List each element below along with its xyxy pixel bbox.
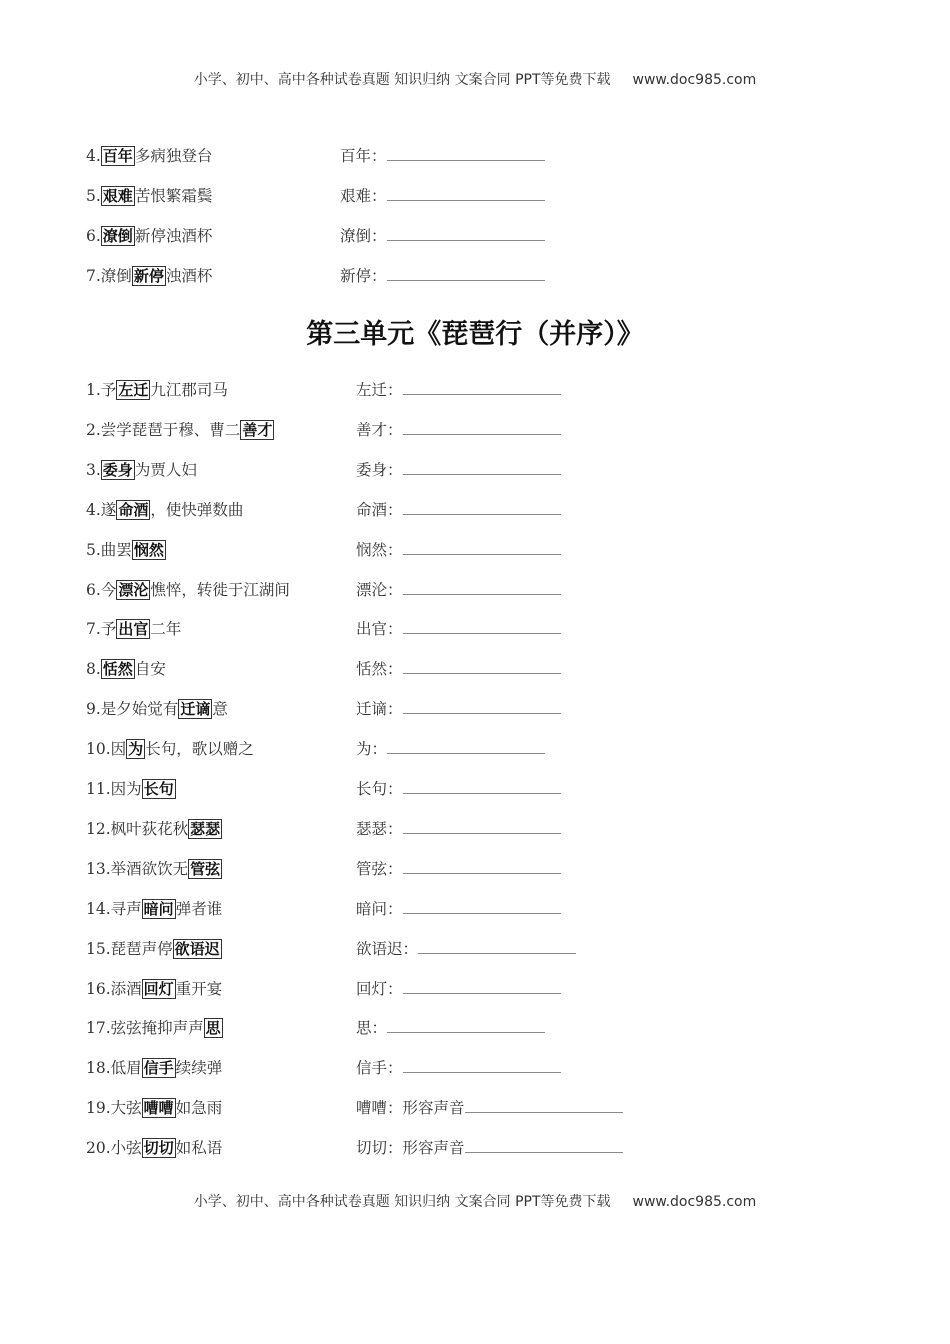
- exercise-item: [86, 578, 290, 602]
- answer-field: [356, 657, 561, 681]
- num: 12.: [86, 819, 111, 838]
- answer-field: [340, 264, 545, 288]
- answer-field: [356, 498, 561, 522]
- page-header: [0, 69, 950, 89]
- highlighted-word: 善才: [242, 420, 273, 439]
- sentence-before: 尝学琵琶于穆、曹二: [100, 420, 241, 439]
- num: 8.: [86, 660, 101, 679]
- sentence-after: 续续弹: [175, 1059, 223, 1078]
- num: 1.: [86, 381, 101, 399]
- answer-label: 左迁：: [356, 381, 403, 399]
- sentence-after: 多病独登台: [134, 147, 213, 165]
- answer-field: [356, 538, 561, 562]
- header-url[interactable]: www.doc985.com: [632, 72, 757, 88]
- exercise-item: [86, 144, 212, 168]
- answer-field: [356, 777, 561, 801]
- exercise-item: [86, 697, 228, 721]
- exercise-item: [86, 657, 166, 681]
- num: 6.: [86, 580, 101, 599]
- exercise-item: [86, 538, 166, 562]
- answer-blank[interactable]: [403, 819, 561, 834]
- answer-blank[interactable]: [403, 500, 561, 515]
- answer-field: [356, 1056, 561, 1080]
- sentence-before: 予: [100, 620, 117, 639]
- answer-field: [356, 897, 561, 921]
- footer-url[interactable]: www.doc985.com: [632, 1194, 757, 1210]
- exercise-item: [86, 498, 243, 522]
- num: 4.: [86, 147, 101, 165]
- exercise-item: [86, 817, 222, 841]
- num: 11.: [86, 780, 111, 798]
- sentence-after: 自安: [134, 660, 166, 679]
- answer-note: 形容声音: [402, 1139, 465, 1158]
- answer-field: [340, 224, 545, 248]
- sentence-before: 因为: [110, 780, 142, 798]
- highlighted-word: 悯然: [133, 540, 164, 559]
- num: 7.: [86, 267, 101, 285]
- section-title: 第三单元《琵琶行（并序）》: [306, 319, 644, 350]
- exercise-item: [86, 1056, 222, 1080]
- num: 14.: [86, 899, 111, 918]
- num: 13.: [86, 859, 111, 878]
- highlighted-word: 命酒: [118, 500, 149, 519]
- answer-field: [356, 1136, 623, 1160]
- answer-field: [356, 617, 561, 641]
- answer-label: 潦倒：: [340, 227, 387, 245]
- exercise-item: [86, 224, 212, 248]
- answer-blank[interactable]: [403, 380, 561, 395]
- answer-label: 切切：: [356, 1139, 403, 1158]
- sentence-before: 添酒: [110, 979, 142, 998]
- sentence-before: 遂: [100, 500, 117, 519]
- sentence-after: 如急雨: [175, 1099, 223, 1118]
- sentence-after: 新停浊酒杯: [134, 227, 213, 245]
- answer-field: [356, 378, 561, 402]
- num: 17.: [86, 1019, 111, 1038]
- highlighted-word: 欲语迟: [174, 939, 220, 958]
- exercise-item: [86, 737, 254, 761]
- answer-label: 瑟瑟：: [356, 819, 403, 838]
- num: 5.: [86, 187, 101, 205]
- sentence-after: 憔悴，转徙于江湖间: [150, 580, 290, 599]
- highlighted-word: 左迁: [118, 381, 149, 399]
- sentence-before: 予: [100, 381, 117, 399]
- highlighted-word: 瑟瑟: [190, 819, 221, 838]
- answer-blank[interactable]: [387, 739, 545, 754]
- answer-blank[interactable]: [465, 1098, 623, 1113]
- answer-field: [356, 1016, 545, 1040]
- exercise-item: [86, 264, 212, 288]
- answer-blank[interactable]: [387, 226, 545, 241]
- highlighted-word: 出官: [118, 620, 149, 639]
- exercise-item: [86, 184, 212, 208]
- sentence-before: 弦弦掩抑声声: [110, 1019, 204, 1038]
- answer-field: [356, 817, 561, 841]
- exercise-item: [86, 777, 176, 801]
- exercise-item: [86, 937, 222, 961]
- answer-label: 百年：: [340, 147, 387, 165]
- sentence-before: 因: [110, 740, 127, 759]
- sentence-after: 为贾人妇: [134, 460, 197, 479]
- num: 4.: [86, 500, 101, 519]
- sentence-after: ，使快弹数曲: [150, 500, 244, 519]
- answer-field: [356, 458, 561, 482]
- num: 18.: [86, 1059, 111, 1078]
- exercise-item: [86, 977, 222, 1001]
- answer-label: 欲语迟：: [356, 939, 419, 958]
- sentence-before: 低眉: [110, 1059, 142, 1078]
- sentence-after: 浊酒杯: [165, 267, 213, 285]
- answer-label: 思：: [356, 1019, 388, 1038]
- answer-field: [356, 737, 545, 761]
- answer-blank[interactable]: [387, 146, 545, 161]
- answer-label: 恬然：: [356, 660, 403, 679]
- answer-label: 迁谪：: [356, 700, 403, 719]
- highlighted-word: 长句: [143, 780, 174, 798]
- answer-label: 信手：: [356, 1059, 403, 1078]
- answer-label: 管弦：: [356, 859, 403, 878]
- highlighted-word: 艰难: [102, 187, 133, 205]
- highlighted-word: 百年: [102, 147, 133, 165]
- answer-blank[interactable]: [387, 266, 545, 281]
- answer-label: 善才：: [356, 420, 403, 439]
- exercise-item: [86, 617, 181, 641]
- sentence-after: 九江郡司马: [150, 381, 228, 399]
- highlighted-word: 潦倒: [102, 227, 133, 245]
- sentence-before: 曲罢: [100, 540, 132, 559]
- highlighted-word: 切切: [143, 1139, 174, 1158]
- answer-label: 漂沦：: [356, 580, 403, 599]
- exercise-item: [86, 458, 197, 482]
- answer-blank[interactable]: [403, 619, 561, 634]
- num: 9.: [86, 700, 101, 719]
- answer-blank[interactable]: [387, 186, 545, 201]
- answer-blank[interactable]: [403, 1058, 561, 1073]
- exercise-item: [86, 897, 222, 921]
- answer-blank[interactable]: [403, 979, 561, 994]
- highlighted-word: 新停: [133, 267, 164, 285]
- sentence-before: 大弦: [110, 1099, 142, 1118]
- sentence-before: 寻声: [110, 899, 142, 918]
- answer-field: [340, 184, 545, 208]
- num: 3.: [86, 460, 101, 479]
- footer-text: 小学、初中、高中各种试卷真题 知识归纳 文案合同 PPT等免费下载: [193, 1194, 611, 1210]
- sentence-after: 二年: [150, 620, 182, 639]
- sentence-before: 举酒欲饮无: [110, 859, 189, 878]
- sentence-after: 苦恨繁霜鬓: [134, 187, 213, 205]
- answer-label: 暗问：: [356, 899, 403, 918]
- exercise-item: [86, 1016, 223, 1040]
- answer-label: 新停：: [340, 267, 387, 285]
- header-text: 小学、初中、高中各种试卷真题 知识归纳 文案合同 PPT等免费下载: [193, 72, 611, 88]
- answer-blank[interactable]: [403, 699, 561, 714]
- answer-label: 委身：: [356, 460, 403, 479]
- sentence-before: 枫叶荻花秋: [110, 819, 189, 838]
- num: 5.: [86, 540, 101, 559]
- answer-blank[interactable]: [403, 460, 561, 475]
- sentence-before: 是夕始觉有: [100, 700, 179, 719]
- answer-blank[interactable]: [387, 1018, 545, 1033]
- answer-label: 嘈嘈：: [356, 1099, 403, 1118]
- sentence-before: 琵琶声停: [110, 939, 173, 958]
- answer-label: 出官：: [356, 620, 403, 639]
- num: 16.: [86, 979, 111, 998]
- page-footer: [0, 1191, 950, 1211]
- answer-note: 形容声音: [402, 1099, 465, 1118]
- answer-label: 艰难：: [340, 187, 387, 205]
- answer-label: 悯然：: [356, 540, 403, 559]
- sentence-before: 潦倒: [100, 267, 132, 285]
- answer-blank[interactable]: [403, 859, 561, 874]
- exercise-item: [86, 418, 274, 442]
- num: 19.: [86, 1099, 111, 1118]
- answer-field: [356, 1096, 623, 1120]
- highlighted-word: 思: [205, 1019, 221, 1038]
- answer-blank[interactable]: [403, 580, 561, 595]
- answer-blank[interactable]: [403, 659, 561, 674]
- sentence-after: 弹者谁: [175, 899, 223, 918]
- answer-field: [356, 418, 561, 442]
- highlighted-word: 漂沦: [118, 580, 149, 599]
- highlighted-word: 迁谪: [180, 700, 211, 719]
- sentence-before: 小弦: [110, 1139, 142, 1158]
- num: 10.: [86, 740, 111, 759]
- answer-field: [340, 144, 545, 168]
- highlighted-word: 为: [128, 740, 144, 759]
- num: 20.: [86, 1139, 111, 1158]
- answer-label: 为：: [356, 740, 388, 759]
- highlighted-word: 暗问: [143, 899, 174, 918]
- answer-blank[interactable]: [403, 420, 561, 435]
- highlighted-word: 回灯: [143, 979, 174, 998]
- highlighted-word: 恬然: [102, 660, 133, 679]
- answer-blank[interactable]: [418, 939, 576, 954]
- highlighted-word: 管弦: [190, 859, 221, 878]
- answer-label: 回灯：: [356, 979, 403, 998]
- answer-label: 命酒：: [356, 500, 403, 519]
- answer-field: [356, 857, 561, 881]
- sentence-after: 长句，歌以赠之: [145, 740, 254, 759]
- exercise-item: [86, 1096, 222, 1120]
- sentence-after: 意: [212, 700, 228, 719]
- num: 7.: [86, 620, 101, 639]
- answer-blank[interactable]: [403, 779, 561, 794]
- answer-blank[interactable]: [403, 899, 561, 914]
- highlighted-word: 信手: [143, 1059, 174, 1078]
- answer-blank[interactable]: [403, 540, 561, 555]
- answer-field: [356, 977, 561, 1001]
- exercise-item: [86, 378, 228, 402]
- answer-field: [356, 937, 576, 961]
- num: 6.: [86, 227, 101, 245]
- exercise-item: [86, 1136, 222, 1160]
- sentence-after: 重开宴: [175, 979, 223, 998]
- answer-field: [356, 697, 561, 721]
- answer-label: 长句：: [356, 780, 403, 798]
- num: 15.: [86, 939, 111, 958]
- sentence-after: 如私语: [175, 1139, 223, 1158]
- exercise-item: [86, 857, 222, 881]
- answer-blank[interactable]: [465, 1138, 623, 1153]
- highlighted-word: 嘈嘈: [143, 1099, 174, 1118]
- num: 2.: [86, 420, 101, 439]
- highlighted-word: 委身: [102, 460, 133, 479]
- sentence-before: 今: [100, 580, 117, 599]
- answer-field: [356, 578, 561, 602]
